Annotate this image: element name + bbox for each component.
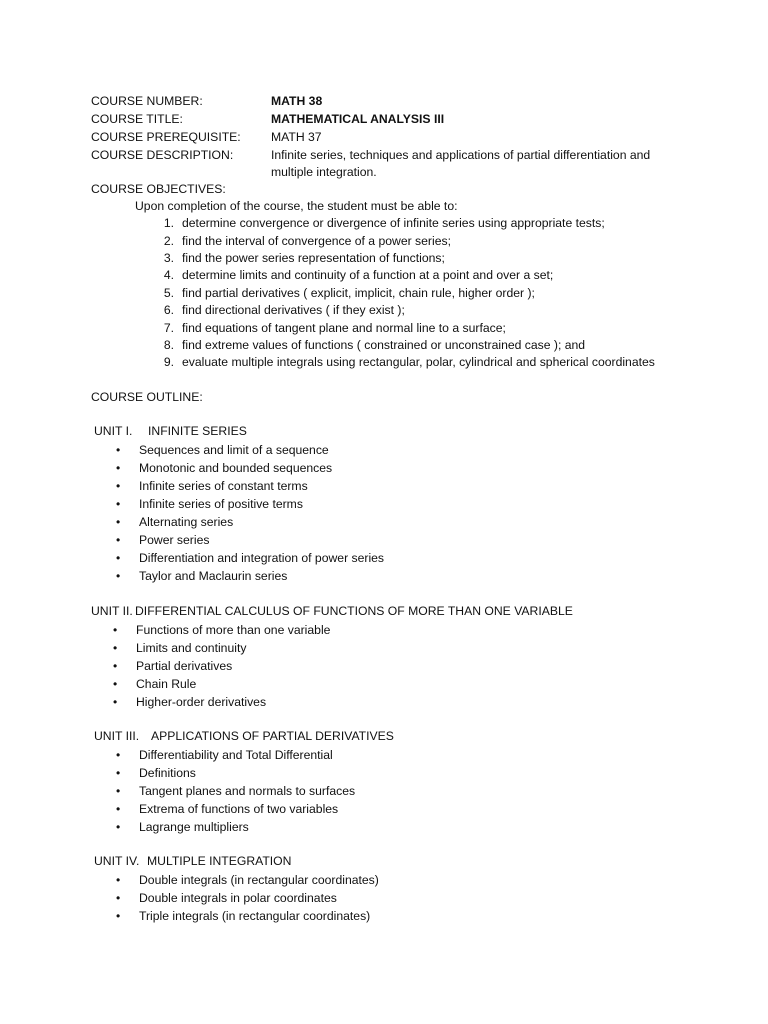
course-objectives-heading: COURSE OBJECTIVES:	[91, 182, 226, 196]
objective-number: 3.	[163, 251, 174, 265]
objectives-intro: Upon completion of the course, the student must be able to:	[135, 199, 458, 213]
objective-number: 1.	[163, 216, 174, 230]
list-item: Taylor and Maclaurin series	[139, 569, 288, 583]
unit-2-title: DIFFERENTIAL CALCULUS OF FUNCTIONS OF MORE THAN ONE VARIABLE	[135, 604, 573, 618]
list-item: Double integrals in polar coordinates	[139, 891, 337, 905]
bullet-icon: •	[116, 802, 121, 816]
course-prerequisite-label: COURSE PREREQUISITE:	[91, 130, 241, 144]
list-item: Power series	[139, 533, 210, 547]
bullet-icon: •	[116, 820, 121, 834]
list-item: Infinite series of positive terms	[139, 497, 303, 511]
bullet-icon: •	[116, 461, 121, 475]
bullet-icon: •	[113, 695, 118, 709]
unit-1-label: UNIT I.	[94, 424, 133, 438]
course-description-label: COURSE DESCRIPTION:	[91, 148, 234, 162]
list-item: Lagrange multipliers	[139, 820, 249, 834]
list-item: Extrema of functions of two variables	[139, 802, 339, 816]
objective-number: 5.	[163, 286, 174, 300]
objective-text: find equations of tangent plane and normal line to a surface;	[182, 321, 506, 335]
course-prerequisite-value: MATH 37	[271, 130, 322, 144]
list-item: Functions of more than one variable	[136, 623, 331, 637]
objective-text: find directional derivatives ( if they exist );	[182, 303, 405, 317]
unit-3-label: UNIT III.	[94, 729, 140, 743]
bullet-icon: •	[116, 497, 121, 511]
bullet-icon: •	[116, 748, 121, 762]
objective-number: 8.	[163, 338, 174, 352]
course-description-line-1: Infinite series, techniques and applications of partial differentiation and	[271, 148, 651, 162]
course-description-line-2: multiple integration.	[271, 165, 377, 179]
bullet-icon: •	[116, 569, 121, 583]
bullet-icon: •	[116, 479, 121, 493]
unit-4-title: MULTIPLE INTEGRATION	[147, 854, 292, 868]
bullet-icon: •	[116, 443, 121, 457]
course-number-value: MATH 38	[271, 94, 323, 108]
objective-number: 6.	[163, 303, 174, 317]
objective-text: find the interval of convergence of a power series;	[182, 234, 451, 248]
course-outline-heading: COURSE OUTLINE:	[91, 390, 203, 404]
list-item: Infinite series of constant terms	[139, 479, 308, 493]
list-item: Tangent planes and normals to surfaces	[139, 784, 356, 798]
bullet-icon: •	[116, 551, 121, 565]
bullet-icon: •	[113, 641, 118, 655]
bullet-icon: •	[116, 533, 121, 547]
course-title-label: COURSE TITLE:	[91, 112, 183, 126]
unit-2-label: UNIT II.	[91, 604, 133, 618]
objective-number: 7.	[163, 321, 174, 335]
bullet-icon: •	[116, 891, 121, 905]
course-number-label: COURSE NUMBER:	[91, 94, 203, 108]
bullet-icon: •	[113, 659, 118, 673]
bullet-icon: •	[116, 515, 121, 529]
objective-text: find partial derivatives ( explicit, implicit, chain rule, higher order );	[182, 286, 535, 300]
objective-number: 2.	[163, 234, 174, 248]
list-item: Higher-order derivatives	[136, 695, 267, 709]
bullet-icon: •	[116, 873, 121, 887]
bullet-icon: •	[116, 766, 121, 780]
list-item: Triple integrals (in rectangular coordinates)	[139, 909, 371, 923]
list-item: Partial derivatives	[136, 659, 233, 673]
unit-1-title: INFINITE SERIES	[148, 424, 247, 438]
objective-text: determine convergence or divergence of infinite series using appropriate tests;	[182, 216, 605, 230]
objective-text: find the power series representation of functions;	[182, 251, 445, 265]
list-item: Differentiability and Total Differential	[139, 748, 333, 762]
unit-3-title: APPLICATIONS OF PARTIAL DERIVATIVES	[151, 729, 394, 743]
objective-text: find extreme values of functions ( constrained or unconstrained case ); and	[182, 338, 586, 352]
list-item: Definitions	[139, 766, 196, 780]
list-item: Differentiation and integration of power series	[139, 551, 385, 565]
course-title-value: MATHEMATICAL ANALYSIS III	[271, 112, 445, 126]
list-item: Limits and continuity	[136, 641, 247, 655]
list-item: Chain Rule	[136, 677, 197, 691]
objective-number: 9.	[163, 355, 174, 369]
bullet-icon: •	[116, 784, 121, 798]
list-item: Double integrals (in rectangular coordinates)	[139, 873, 379, 887]
list-item: Sequences and limit of a sequence	[139, 443, 329, 457]
objective-text: determine limits and continuity of a function at a point and over a set;	[182, 268, 554, 282]
objective-text: evaluate multiple integrals using rectangular, polar, cylindrical and spherical coordinates	[182, 355, 655, 369]
objective-number: 4.	[163, 268, 174, 282]
list-item: Monotonic and bounded sequences	[139, 461, 333, 475]
unit-4-label: UNIT IV.	[94, 854, 140, 868]
bullet-icon: •	[113, 623, 118, 637]
bullet-icon: •	[116, 909, 121, 923]
bullet-icon: •	[113, 677, 118, 691]
list-item: Alternating series	[139, 515, 234, 529]
